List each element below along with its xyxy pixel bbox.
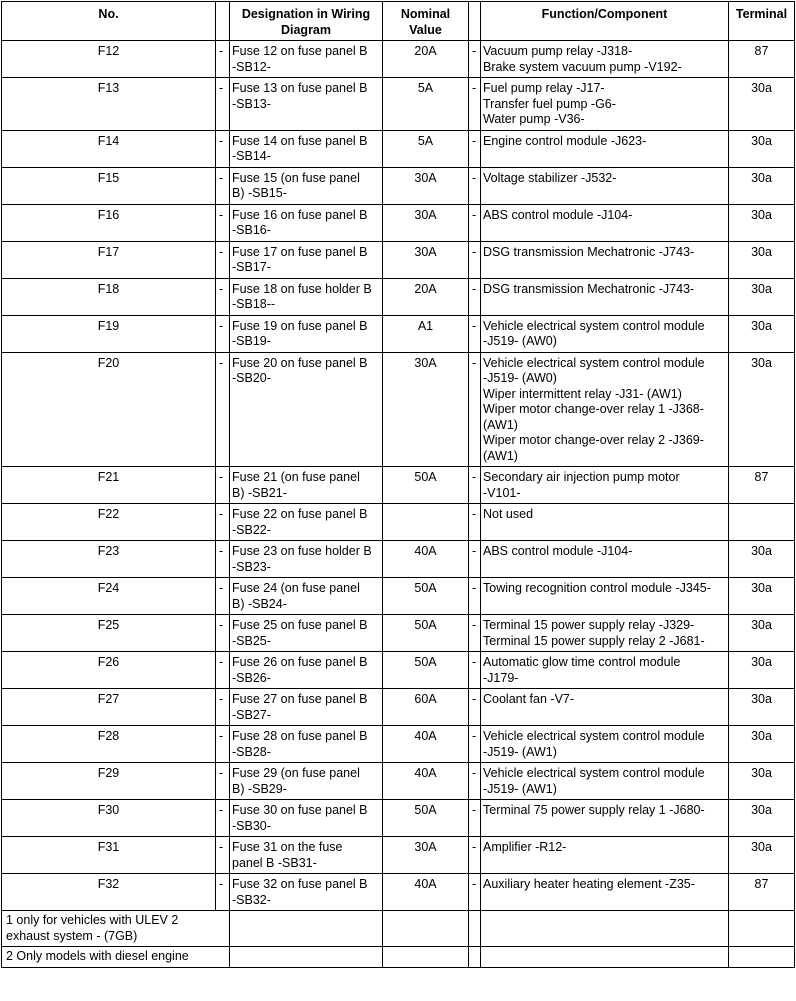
designation-cell [230, 800, 383, 837]
terminal-cell: 30a [729, 130, 795, 167]
table-row [2, 504, 795, 541]
dash-cell: - [469, 800, 481, 837]
designation-cell-line: Fuse 23 on fuse holder B [232, 544, 372, 558]
dash-cell: - [469, 278, 481, 315]
designation-cell [230, 689, 383, 726]
designation-cell [230, 541, 383, 578]
nominal-value-cell: 20A [383, 278, 469, 315]
designation-cell-line: Fuse 21 (on fuse panel [232, 470, 360, 484]
table-row [2, 130, 795, 167]
function-cell-line: Automatic glow time control module [483, 655, 681, 669]
function-cell [481, 467, 729, 504]
table-row [2, 652, 795, 689]
dash-cell: - [469, 578, 481, 615]
dash-cell: - [216, 578, 230, 615]
nominal-value-cell: 40A [383, 763, 469, 800]
nominal-value-cell: A1 [383, 315, 469, 352]
header-terminal: Terminal [729, 2, 795, 41]
designation-cell [230, 578, 383, 615]
terminal-cell: 87 [729, 874, 795, 911]
function-cell-line: Brake system vacuum pump -V192- [483, 59, 682, 74]
table-row [2, 800, 795, 837]
designation-cell-line: panel B -SB31- [232, 855, 317, 870]
function-cell-line: (AW1) [483, 448, 518, 463]
designation-cell-line: Fuse 13 on fuse panel B [232, 81, 368, 95]
function-cell-line: Wiper intermittent relay -J31- (AW1) [483, 386, 682, 401]
function-cell [481, 578, 729, 615]
designation-cell-line: Fuse 14 on fuse panel B [232, 133, 368, 148]
dash-cell: - [469, 204, 481, 241]
footnote-text-line: exhaust system - (7GB) [6, 928, 138, 943]
fuse-number: F28 [2, 726, 216, 763]
footnote-text [2, 947, 230, 968]
dash-cell: - [469, 41, 481, 78]
terminal-cell: 87 [729, 467, 795, 504]
footnote-row [2, 911, 795, 947]
dash-cell: - [216, 130, 230, 167]
designation-cell-line: Fuse 29 (on fuse panel [232, 766, 360, 780]
terminal-cell: 30a [729, 78, 795, 131]
function-cell-line: -J519- (AW0) [483, 334, 557, 348]
function-cell-line: -V101- [483, 485, 521, 500]
dash-cell: - [469, 837, 481, 874]
terminal-cell: 30a [729, 726, 795, 763]
nominal-value-cell: 50A [383, 615, 469, 652]
designation-cell-line: Fuse 32 on fuse panel B [232, 877, 368, 891]
function-cell [481, 837, 729, 874]
dash-cell: - [469, 726, 481, 763]
table-row [2, 167, 795, 204]
designation-cell-line: -SB28- [232, 744, 271, 759]
designation-cell [230, 78, 383, 131]
function-cell [481, 726, 729, 763]
function-cell-line: Towing recognition control module -J345- [483, 581, 711, 595]
empty-cell [481, 911, 729, 947]
fuse-number: F30 [2, 800, 216, 837]
dash-cell: - [469, 874, 481, 911]
table-row [2, 726, 795, 763]
function-cell-line: -J519- (AW1) [483, 781, 557, 796]
function-cell-line: ABS control module -J104- [483, 544, 633, 558]
nominal-value-cell: 30A [383, 837, 469, 874]
designation-cell-line: -SB25- [232, 633, 271, 648]
designation-cell [230, 204, 383, 241]
function-cell [481, 78, 729, 131]
function-cell-line: DSG transmission Mechatronic -J743- [483, 244, 695, 259]
footnote-text [2, 911, 230, 947]
dash-cell: - [469, 78, 481, 131]
designation-cell-line: -SB20- [232, 371, 271, 385]
designation-cell [230, 874, 383, 911]
designation-cell [230, 315, 383, 352]
table-row [2, 315, 795, 352]
dash-cell: - [469, 241, 481, 278]
function-cell-line: Vehicle electrical system control module [483, 729, 705, 743]
function-cell [481, 315, 729, 352]
designation-cell-line: B) -SB15- [232, 186, 287, 200]
fuse-number: F32 [2, 874, 216, 911]
function-cell-line: Amplifier -R12- [483, 840, 567, 854]
designation-cell-line: Fuse 16 on fuse panel B [232, 207, 368, 222]
dash-cell: - [469, 315, 481, 352]
function-cell-line: Engine control module -J623- [483, 133, 647, 148]
function-cell-line: Terminal 15 power supply relay -J329- [483, 618, 695, 632]
header-dash [469, 2, 481, 41]
fuse-number: F27 [2, 689, 216, 726]
table-row [2, 41, 795, 78]
designation-cell-line: -SB32- [232, 892, 271, 907]
function-cell-line: Voltage stabilizer -J532- [483, 170, 617, 185]
function-cell-line: Transfer fuel pump -G6- [483, 96, 616, 111]
function-cell [481, 615, 729, 652]
function-cell [481, 41, 729, 78]
function-cell-line: Not used [483, 507, 534, 521]
designation-cell-line: -SB14- [232, 149, 271, 163]
designation-cell-line: Fuse 17 on fuse panel B [232, 244, 368, 259]
terminal-cell: 30a [729, 652, 795, 689]
footnote-text-line: 2 Only models with diesel engine [6, 949, 189, 963]
dash-cell: - [216, 352, 230, 467]
terminal-cell: 30a [729, 578, 795, 615]
dash-cell: - [216, 41, 230, 78]
empty-cell [469, 911, 481, 947]
terminal-cell: 30a [729, 278, 795, 315]
table-row [2, 204, 795, 241]
footnotes [2, 911, 795, 968]
fuse-number: F24 [2, 578, 216, 615]
dash-cell: - [216, 241, 230, 278]
empty-cell [481, 947, 729, 968]
function-cell [481, 800, 729, 837]
header-no: No. [2, 2, 216, 41]
terminal-cell: 30a [729, 541, 795, 578]
header-function: Function/Component [481, 2, 729, 41]
function-cell-line: Terminal 15 power supply relay 2 -J681- [483, 633, 705, 648]
nominal-value-cell: 40A [383, 874, 469, 911]
designation-cell [230, 241, 383, 278]
dash-cell: - [216, 504, 230, 541]
empty-cell [729, 911, 795, 947]
function-cell-line: -J519- (AW0) [483, 371, 557, 385]
function-cell-line: Coolant fan -V7- [483, 692, 575, 706]
function-cell [481, 241, 729, 278]
table-row [2, 241, 795, 278]
nominal-value-cell: 30A [383, 167, 469, 204]
designation-cell-line: -SB22- [232, 522, 271, 537]
fuse-number: F29 [2, 763, 216, 800]
header-nominal-value: Nominal Value [383, 2, 469, 41]
function-cell [481, 278, 729, 315]
dash-cell: - [469, 615, 481, 652]
designation-cell-line: Fuse 26 on fuse panel B [232, 655, 368, 669]
designation-cell-line: -SB18-- [232, 297, 276, 311]
nominal-value-cell: 50A [383, 800, 469, 837]
fuse-number: F23 [2, 541, 216, 578]
nominal-value-cell: 30A [383, 204, 469, 241]
fuse-number: F18 [2, 278, 216, 315]
nominal-value-cell: 20A [383, 41, 469, 78]
fuse-number: F21 [2, 467, 216, 504]
table-row [2, 578, 795, 615]
terminal-cell: 30a [729, 204, 795, 241]
function-cell-line: Water pump -V36- [483, 112, 585, 126]
dash-cell: - [216, 689, 230, 726]
table-row [2, 837, 795, 874]
empty-cell [383, 947, 469, 968]
function-cell-line: -J519- (AW1) [483, 744, 557, 759]
fuse-number: F25 [2, 615, 216, 652]
terminal-cell: 87 [729, 41, 795, 78]
function-cell-line: Wiper motor change-over relay 2 -J369- [483, 433, 704, 447]
nominal-value-cell: 30A [383, 352, 469, 467]
function-cell [481, 763, 729, 800]
empty-cell [230, 947, 383, 968]
table-row [2, 467, 795, 504]
function-cell [481, 504, 729, 541]
function-cell [481, 204, 729, 241]
nominal-value-cell: 50A [383, 578, 469, 615]
nominal-value-cell: 40A [383, 726, 469, 763]
designation-cell-line: Fuse 25 on fuse panel B [232, 618, 368, 632]
designation-cell-line: -SB30- [232, 818, 271, 833]
dash-cell: - [469, 541, 481, 578]
designation-cell [230, 726, 383, 763]
nominal-value-cell: 50A [383, 652, 469, 689]
designation-cell-line: Fuse 31 on the fuse [232, 840, 343, 854]
designation-cell-line: -SB17- [232, 260, 271, 274]
dash-cell: - [216, 800, 230, 837]
fuse-number: F17 [2, 241, 216, 278]
fuse-number: F12 [2, 41, 216, 78]
designation-cell-line: -SB13- [232, 96, 271, 111]
designation-cell [230, 504, 383, 541]
dash-cell: - [216, 204, 230, 241]
dash-cell: - [469, 689, 481, 726]
table-row [2, 78, 795, 131]
designation-cell [230, 615, 383, 652]
footnote-text-line: 1 only for vehicles with ULEV 2 [6, 913, 179, 927]
dash-cell: - [469, 130, 481, 167]
dash-cell: - [216, 726, 230, 763]
designation-cell [230, 837, 383, 874]
table-row [2, 689, 795, 726]
designation-cell-line: B) -SB29- [232, 781, 287, 796]
function-cell-line: Vehicle electrical system control module [483, 355, 705, 370]
nominal-value-cell: 60A [383, 689, 469, 726]
fuse-number: F14 [2, 130, 216, 167]
empty-cell [230, 911, 383, 947]
dash-cell: - [469, 652, 481, 689]
empty-cell [383, 911, 469, 947]
designation-cell [230, 652, 383, 689]
function-cell-line: ABS control module -J104- [483, 207, 633, 222]
designation-cell [230, 130, 383, 167]
terminal-cell: 30a [729, 615, 795, 652]
function-cell-line: Vacuum pump relay -J318- [483, 44, 633, 58]
function-cell-line: Fuel pump relay -J17- [483, 81, 605, 95]
function-cell [481, 652, 729, 689]
terminal-cell: 30a [729, 763, 795, 800]
function-cell-line: (AW1) [483, 417, 518, 432]
table-row [2, 278, 795, 315]
dash-cell: - [469, 467, 481, 504]
function-cell-line: Wiper motor change-over relay 1 -J368- [483, 402, 704, 416]
designation-cell-line: Fuse 19 on fuse panel B [232, 318, 368, 333]
terminal-cell: 30a [729, 241, 795, 278]
designation-cell [230, 763, 383, 800]
footnote-row [2, 947, 795, 968]
designation-cell-line: Fuse 27 on fuse panel B [232, 692, 368, 706]
function-cell-line: Auxiliary heater heating element -Z35- [483, 877, 695, 891]
function-cell [481, 874, 729, 911]
designation-cell-line: Fuse 18 on fuse holder B [232, 281, 372, 296]
nominal-value-cell: 30A [383, 241, 469, 278]
designation-cell-line: Fuse 22 on fuse panel B [232, 507, 368, 521]
fuse-number: F16 [2, 204, 216, 241]
dash-cell: - [216, 874, 230, 911]
designation-cell-line: -SB23- [232, 559, 271, 574]
dash-cell: - [216, 467, 230, 504]
designation-cell-line: Fuse 28 on fuse panel B [232, 729, 368, 743]
designation-cell-line: Fuse 15 (on fuse panel [232, 170, 360, 185]
header-designation: Designation in Wiring Diagram [230, 2, 383, 41]
designation-cell [230, 467, 383, 504]
fuse-number: F19 [2, 315, 216, 352]
function-cell-line: Vehicle electrical system control module [483, 318, 705, 333]
table-row [2, 352, 795, 467]
designation-cell-line: -SB19- [232, 334, 271, 348]
terminal-cell: 30a [729, 800, 795, 837]
designation-cell-line: Fuse 30 on fuse panel B [232, 803, 368, 817]
fuse-number: F13 [2, 78, 216, 131]
empty-cell [729, 947, 795, 968]
designation-cell-line: -SB26- [232, 670, 271, 685]
terminal-cell: 30a [729, 837, 795, 874]
terminal-cell [729, 504, 795, 541]
table-row [2, 541, 795, 578]
nominal-value-cell: 5A [383, 78, 469, 131]
dash-cell: - [469, 167, 481, 204]
function-cell-line: -J179- [483, 670, 519, 685]
function-cell [481, 167, 729, 204]
fuse-number: F22 [2, 504, 216, 541]
fuse-number: F31 [2, 837, 216, 874]
table-body [2, 41, 795, 911]
table-row [2, 874, 795, 911]
fuse-number: F20 [2, 352, 216, 467]
dash-cell: - [469, 352, 481, 467]
terminal-cell: 30a [729, 352, 795, 467]
function-cell-line: Vehicle electrical system control module [483, 766, 705, 780]
dash-cell: - [216, 652, 230, 689]
terminal-cell: 30a [729, 689, 795, 726]
dash-cell: - [469, 763, 481, 800]
designation-cell-line: -SB27- [232, 707, 271, 722]
fuse-number: F26 [2, 652, 216, 689]
function-cell [481, 689, 729, 726]
designation-cell-line: B) -SB24- [232, 596, 287, 611]
function-cell-line: Secondary air injection pump motor [483, 470, 680, 484]
dash-cell: - [216, 315, 230, 352]
dash-cell: - [216, 167, 230, 204]
designation-cell-line: -SB16- [232, 223, 271, 237]
designation-cell-line: -SB12- [232, 59, 271, 74]
designation-cell-line: Fuse 24 (on fuse panel [232, 581, 360, 595]
table-row [2, 615, 795, 652]
dash-cell: - [216, 541, 230, 578]
designation-cell-line: B) -SB21- [232, 485, 287, 500]
function-cell [481, 541, 729, 578]
nominal-value-cell: 5A [383, 130, 469, 167]
function-cell-line: DSG transmission Mechatronic -J743- [483, 281, 695, 296]
designation-cell-line: Fuse 12 on fuse panel B [232, 44, 368, 58]
designation-cell [230, 41, 383, 78]
header-row [2, 2, 795, 41]
designation-cell [230, 352, 383, 467]
nominal-value-cell: 50A [383, 467, 469, 504]
designation-cell [230, 167, 383, 204]
dash-cell: - [216, 615, 230, 652]
terminal-cell: 30a [729, 167, 795, 204]
dash-cell: - [469, 504, 481, 541]
empty-cell [469, 947, 481, 968]
function-cell [481, 352, 729, 467]
header-dash [216, 2, 230, 41]
table-row [2, 763, 795, 800]
dash-cell: - [216, 278, 230, 315]
dash-cell: - [216, 763, 230, 800]
terminal-cell: 30a [729, 315, 795, 352]
function-cell-line: Terminal 75 power supply relay 1 -J680- [483, 803, 705, 817]
fuse-number: F15 [2, 167, 216, 204]
function-cell [481, 130, 729, 167]
nominal-value-cell [383, 504, 469, 541]
designation-cell [230, 278, 383, 315]
fuse-table [1, 1, 795, 968]
dash-cell: - [216, 78, 230, 131]
nominal-value-cell: 40A [383, 541, 469, 578]
dash-cell: - [216, 837, 230, 874]
designation-cell-line: Fuse 20 on fuse panel B [232, 355, 368, 370]
